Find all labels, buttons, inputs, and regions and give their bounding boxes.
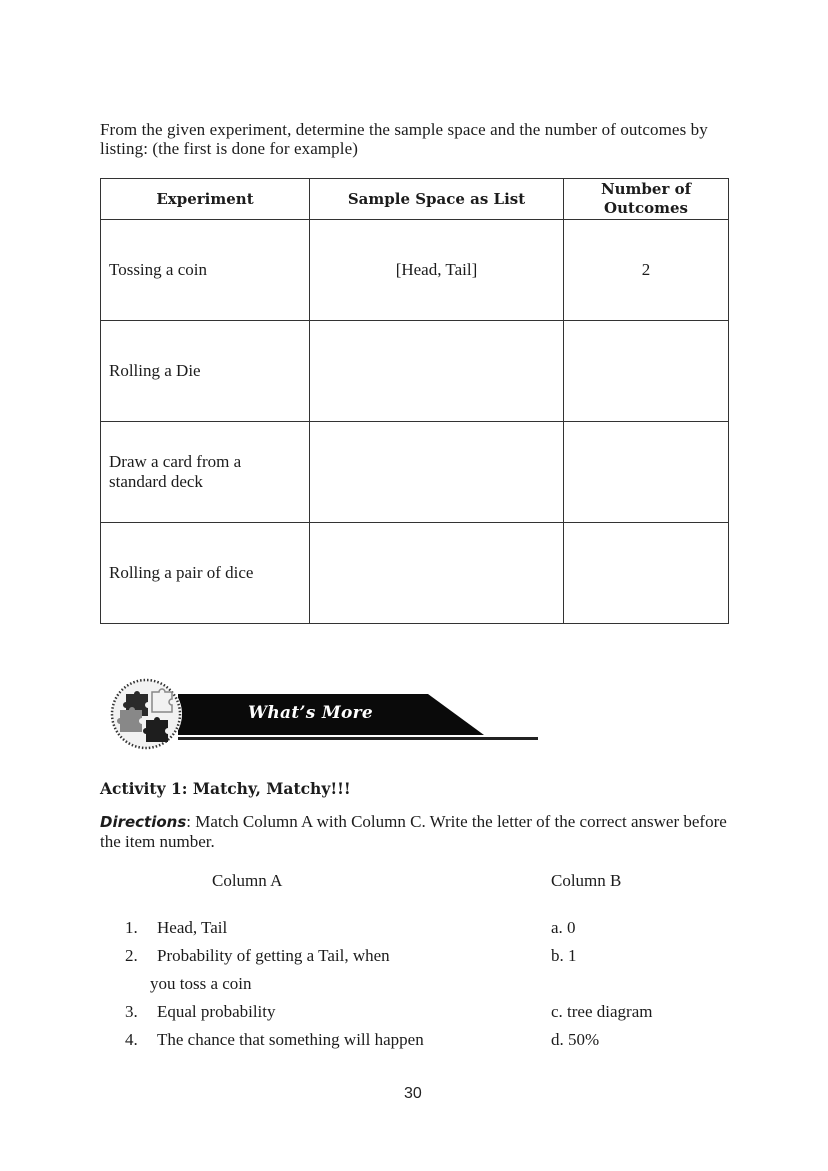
directions	[100, 812, 740, 852]
column-b-item: c. tree diagram	[551, 1002, 653, 1021]
banner-title: What’s More	[248, 703, 373, 723]
cell-sample-space[interactable]	[310, 523, 564, 624]
directions-label: Directions	[100, 813, 187, 831]
column-a-item	[125, 918, 227, 938]
cell-outcomes[interactable]	[564, 422, 729, 523]
column-b-header: Column B	[551, 871, 622, 890]
cell-experiment: Tossing a coin	[101, 220, 310, 321]
column-a-item	[125, 1002, 276, 1022]
item-text: Probability of getting a Tail, when	[157, 946, 390, 965]
column-b-item: d. 50%	[551, 1030, 600, 1049]
cell-sample-space[interactable]	[310, 422, 564, 523]
column-b-item: b. 1	[551, 946, 577, 965]
intro-instructions: From the given experiment, determine the sample space and the number of outcomes by listing: (the first is done for example)	[100, 120, 708, 158]
column-a-item-continuation: you toss a coin	[150, 974, 252, 993]
whats-more-banner	[108, 676, 540, 752]
sample-space-table	[100, 178, 729, 624]
item-number: 1.	[125, 918, 138, 937]
table-row	[101, 220, 729, 321]
item-number: 3.	[125, 1002, 138, 1021]
page-number: 30	[404, 1085, 422, 1102]
cell-experiment: Rolling a pair of dice	[101, 523, 310, 624]
column-a-header: Column A	[212, 871, 283, 890]
item-text: Equal probability	[157, 1002, 276, 1021]
item-text: The chance that something will happen	[157, 1030, 424, 1049]
table-row	[101, 321, 729, 422]
directions-text: : Match Column A with Column C. Write the letter of the correct answer before the item number.	[100, 812, 727, 851]
cell-sample-space: [Head, Tail]	[310, 220, 564, 321]
activity-title: Activity 1: Matchy, Matchy!!!	[100, 779, 351, 798]
header-experiment: Experiment	[101, 179, 310, 220]
header-sample-space: Sample Space as List	[310, 179, 564, 220]
item-number: 4.	[125, 1030, 138, 1049]
item-text: Head, Tail	[157, 918, 228, 937]
column-a-item	[125, 1030, 424, 1050]
puzzle-pieces-icon	[108, 676, 184, 752]
header-number-of-outcomes-text: Number of Outcomes	[600, 180, 692, 217]
header-number-of-outcomes	[564, 179, 729, 220]
table-header-row	[101, 179, 729, 220]
column-a-item	[125, 946, 390, 966]
cell-outcomes[interactable]	[564, 523, 729, 624]
item-number: 2.	[125, 946, 138, 965]
cell-experiment: Rolling a Die	[101, 321, 310, 422]
cell-outcomes: 2	[564, 220, 729, 321]
table-row	[101, 523, 729, 624]
cell-experiment: Draw a card from a standard deck	[101, 422, 310, 523]
cell-outcomes[interactable]	[564, 321, 729, 422]
table-row	[101, 422, 729, 523]
cell-sample-space[interactable]	[310, 321, 564, 422]
column-b-item: a. 0	[551, 918, 576, 937]
